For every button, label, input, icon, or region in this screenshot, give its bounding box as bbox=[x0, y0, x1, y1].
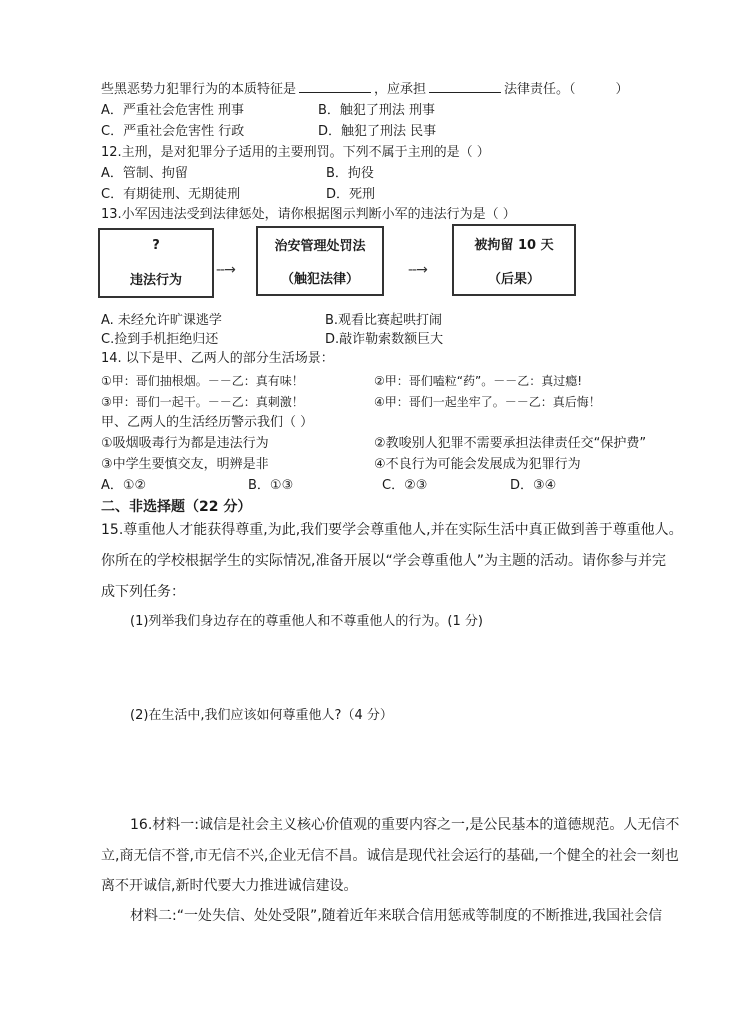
flow-box-bottom: （后果） bbox=[487, 271, 540, 287]
q10-option-b: B．触犯了刑法 刑事 bbox=[318, 103, 436, 118]
q14-scene-4: ④甲：哥们一起坐牢了。－－乙：真后悔！ bbox=[374, 395, 601, 409]
answer-blank bbox=[429, 80, 501, 93]
q10-stem-post: 法律责任。（ bbox=[504, 82, 576, 97]
flow-box-top: 被拘留 10 天 bbox=[474, 237, 554, 253]
q13-stem: 13.小军因违法受到法律惩处，请你根据图示判断小军的违法行为是（ ） bbox=[101, 207, 516, 222]
q10-option-c: C．严重社会危害性 行政 bbox=[101, 124, 245, 139]
q14-scene-2: ②甲：哥们嗑粒“药”。－－乙：真过瘾! bbox=[374, 374, 583, 388]
q10-option-d: D．触犯了刑法 民事 bbox=[318, 124, 437, 139]
flow-box-illegal-act bbox=[98, 228, 214, 298]
q10-stem-close: ） bbox=[615, 82, 629, 97]
flow-box-top: 治安管理处罚法 bbox=[274, 239, 366, 254]
q14-option-b: B．①③ bbox=[248, 478, 294, 493]
q14-stem: 14. 以下是甲、乙两人的部分生活场景： bbox=[101, 351, 334, 366]
q16-paragraph-line: 立,商无信不誉,市无信不兴,企业无信不昌。诚信是现代社会运行的基础,一个健全的社会一刻也 bbox=[101, 848, 679, 864]
flow-box-law bbox=[256, 226, 384, 296]
q10-stem-pre: 些黑恶势力犯罪行为的本质特征是 bbox=[101, 82, 297, 97]
q10-option-a: A．严重社会危害性 刑事 bbox=[101, 103, 245, 118]
answer-blank bbox=[299, 80, 371, 93]
q12-option-b: B．拘役 bbox=[326, 166, 374, 181]
q10-stem bbox=[101, 80, 629, 99]
q13-option-a: A. 未经允许旷课逃学 bbox=[101, 313, 222, 328]
q12-option-a: A．管制、拘留 bbox=[101, 166, 188, 181]
q15-subquestion-2: (2)在生活中,我们应该如何尊重他人?（4 分） bbox=[130, 708, 393, 723]
q14-option-c: C．②③ bbox=[382, 478, 428, 493]
q14-statement-1: ①吸烟吸毒行为都是违法行为 bbox=[101, 436, 269, 451]
q13-option-b: B.观看比赛起哄打闹 bbox=[325, 313, 443, 328]
q14-question: 甲、乙两人的生活经历警示我们（ ） bbox=[101, 415, 314, 430]
q13-option-c: C.捡到手机拒绝归还 bbox=[101, 332, 219, 347]
q15-paragraph-line: 成下列任务： bbox=[101, 584, 185, 600]
q12-option-d: D．死刑 bbox=[326, 187, 376, 202]
q12-option-c: C．有期徒刑、无期徒刑 bbox=[101, 187, 241, 202]
q15-subquestion-1: (1)列举我们身边存在的尊重他人和不尊重他人的行为。(1 分) bbox=[130, 614, 483, 629]
q14-statement-2: ②教唆别人犯罪不需要承担法律责任交“保护费” bbox=[374, 436, 647, 451]
flow-arrow-icon: --→ bbox=[216, 262, 235, 278]
q16-paragraph-line: 离不开诚信,新时代要大力推进诚信建设。 bbox=[101, 878, 358, 894]
q15-paragraph-line: 你所在的学校根据学生的实际情况,准备开展以“学会尊重他人”为主题的活动。请你参与并完 bbox=[101, 553, 666, 569]
q14-statement-3: ③中学生要慎交友，明辨是非 bbox=[101, 457, 269, 472]
q14-scene-1: ①甲：哥们抽根烟。－－乙：真有味！ bbox=[101, 374, 304, 388]
q12-stem: 12.主刑，是对犯罪分子适用的主要刑罚。下列不属于主刑的是（ ） bbox=[101, 145, 490, 160]
flow-box-top: ? bbox=[152, 238, 160, 253]
q14-option-a: A．①② bbox=[101, 478, 147, 493]
flow-box-bottom: （触犯法律） bbox=[280, 272, 359, 287]
flow-arrow-icon: --→ bbox=[408, 262, 427, 278]
q16-paragraph-line: 材料二:“一处失信、处处受限”,随着近年来联合信用惩戒等制度的不断推进,我国社会信 bbox=[130, 908, 663, 924]
q10-stem-mid: ，应承担 bbox=[374, 82, 427, 97]
q15-paragraph-line: 15.尊重他人才能获得尊重,为此,我们要学会尊重他人,并在实际生活中真正做到善于尊重他人。 bbox=[101, 522, 683, 538]
flow-box-consequence bbox=[452, 224, 576, 296]
flow-box-bottom: 违法行为 bbox=[129, 273, 182, 288]
q16-paragraph-line: 16.材料一:诚信是社会主义核心价值观的重要内容之一,是公民基本的道德规范。人无信不 bbox=[130, 817, 680, 833]
q14-option-d: D．③④ bbox=[510, 478, 557, 493]
section-title: 二、非选择题（22 分） bbox=[101, 499, 252, 515]
q14-statement-4: ④不良行为可能会发展成为犯罪行为 bbox=[374, 457, 581, 472]
q14-scene-3: ③甲：哥们一起干。－－乙：真刺激！ bbox=[101, 395, 304, 409]
q13-option-d: D.敲诈勒索数额巨大 bbox=[325, 332, 444, 347]
